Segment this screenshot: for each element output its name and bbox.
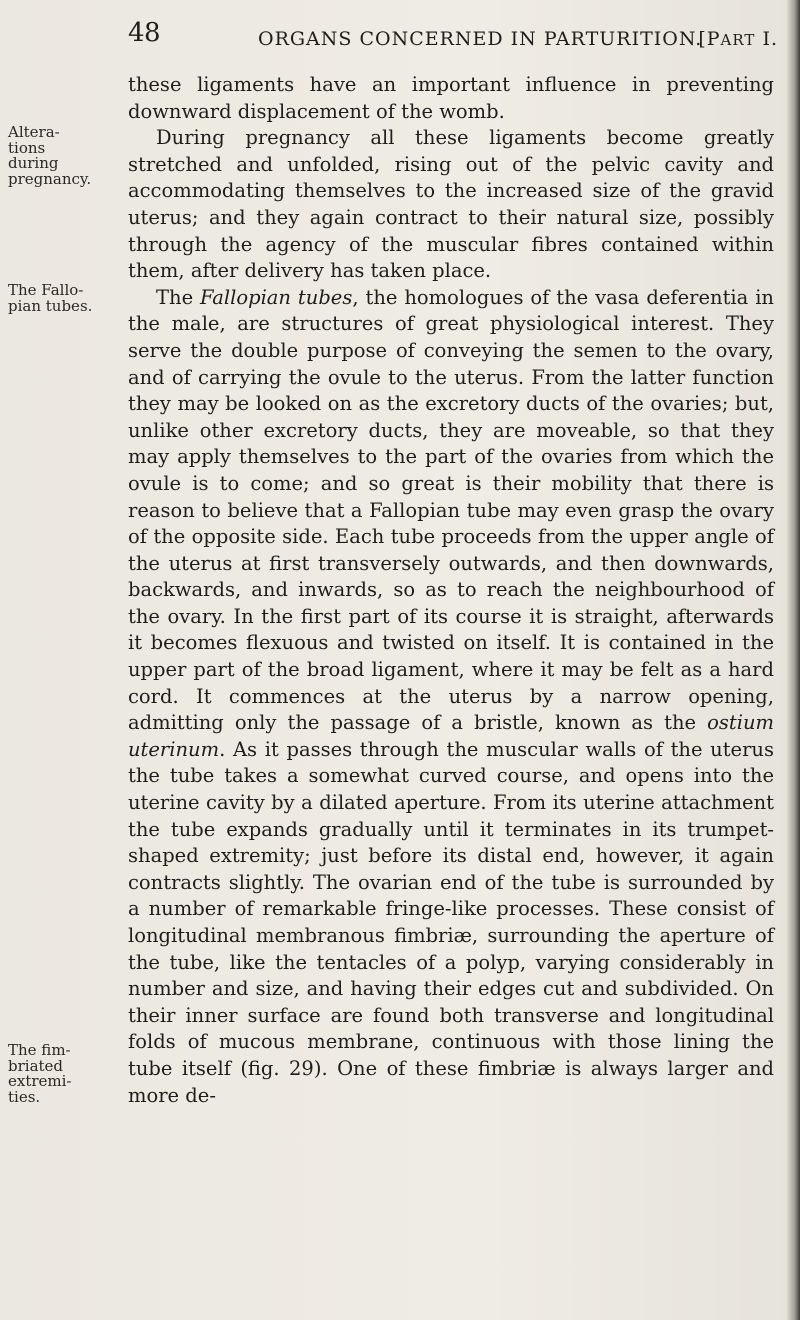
paragraph-continuation [128,72,774,125]
paragraph-fallopian-tubes [128,285,774,1109]
page-header [128,18,788,58]
part-label-open: [P [698,28,721,50]
sidenote-line: extremi- [8,1072,72,1090]
text-segment: During pregnancy all these ligaments become greatly stretched and unfolded, rising out of the pelvic cavity and accommodating themselves to the increased size of the gravid uterus; and they again contract to their natural size, possibly through the agency of the muscular fibres contained within them, after delivery has taken place. [128,126,774,283]
sidenote-line: tions [8,138,46,157]
running-title: ORGANS CONCERNED IN PARTURITION. [258,28,703,50]
text-segment: The [156,285,201,309]
italic-term: ostium uterinum [128,711,774,761]
sidenote-alterations [8,125,96,187]
text-segment: . As it passes through the muscular walls of the uterus the tube takes a somewhat curved course, and opens into the uterine cavity by a dilated aperture. From its uterine attachment the tube expands gradually until it terminates in its trumpet-shaped extremity; just before its distal end, however, it again contracts slightly. The ovarian end of the tube is surrounded by a number of remarkable fringe-like processes. These consist of longitudinal membranous fimbriæ, surrounding the aperture of the tube, like the tentacles of a polyp, varying considerably in number and size, and having their edges cut and subdivided. On their inner surface are found both transverse and longitudinal folds of mucous membrane, continuous with those lining the tube itself (fig. 29). One of these fimbriæ is always larger and more de- [128,737,774,1107]
part-label [698,28,778,50]
sidenote-line: briated [8,1056,64,1075]
sidenote-line: The Fallo- [8,281,84,299]
page-number: 48 [128,18,161,48]
page-edge-shadow [786,0,800,1320]
italic-term: Fallopian tubes [200,285,353,309]
text-segment: these ligaments have an important influence in preventing downward displacement of the womb. [128,73,774,123]
sidenote-fimbriated [8,1043,96,1105]
part-label-small: ART [720,31,756,49]
part-label-rest: I. [755,28,778,50]
sidenote-line: pian tubes. [8,296,93,315]
paragraph-pregnancy [128,125,774,285]
sidenote-line: The fim- [8,1041,71,1059]
body-text [128,72,774,1109]
sidenote-line: pregnancy. [8,169,92,188]
sidenote-line: ties. [8,1087,41,1106]
sidenote-line: Altera- [8,123,60,141]
text-segment: , the homologues of the vasa deferentia in the male, are structures of great physiological interest. They serve the double purpose of conveying the semen to the ovary, and of carrying the ovule to the uterus. From the latter function they may be looked on as the excretory ducts of the ovaries; but, unlike other excretory ducts, they are moveable, so that they may apply themselves to the part of the ovaries from which the ovule is to come; and so great is their mobility that there is reason to believe that a Fallopian tube may even grasp the ovary of the opposite side. Each tube proceeds from the upper angle of the uterus at first transversely outwards, and then downwards, backwards, and inwards, so as to reach the neighbourhood of the ovary. In the first part of its course it is straight, afterwards it becomes flexuous and twisted on itself. It is contained in the upper part of the broad ligament, where it may be felt as a hard cord. It commences at the uterus by a narrow opening, admitting only the passage of a bristle, known as the [128,285,774,735]
sidenote-fallopian [8,283,96,314]
sidenote-line: during [8,154,59,172]
